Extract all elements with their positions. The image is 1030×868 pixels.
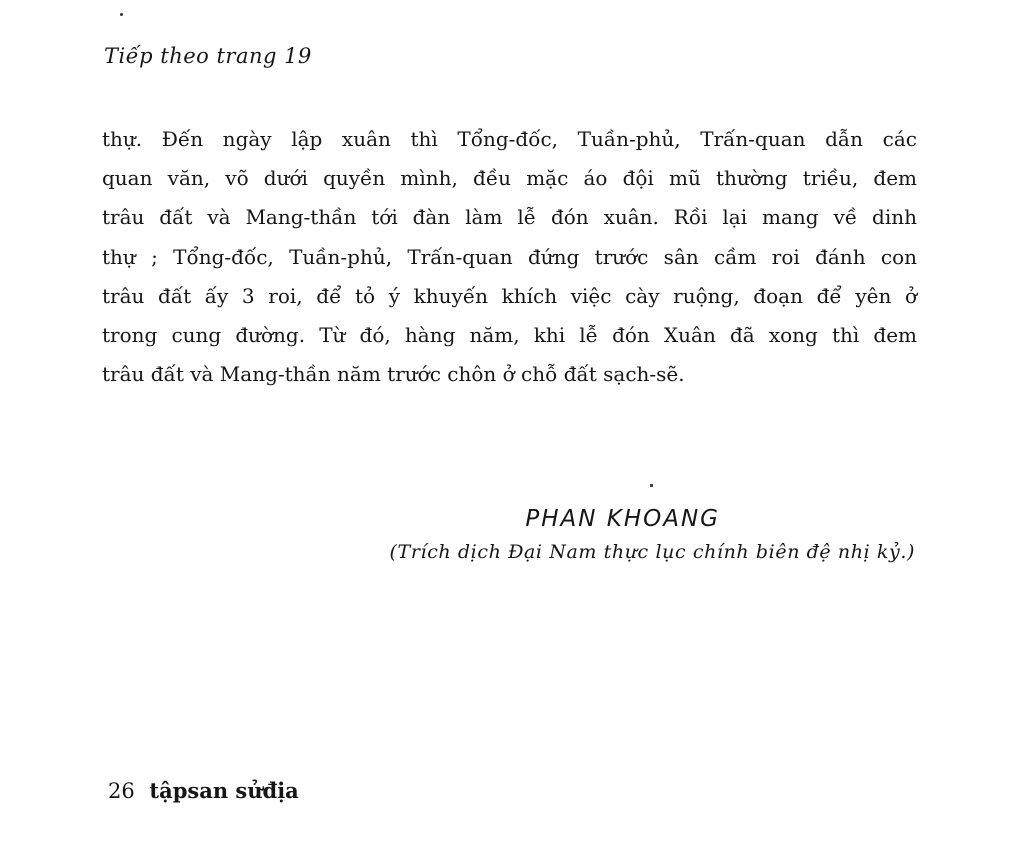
body-line: thự ; Tổng-đốc, Tuần-phủ, Trấn-quan đứng trước sân cầm roi đánh con — [102, 244, 917, 269]
page-footer — [108, 778, 299, 803]
publication-name: tậpsan sửđịa — [149, 778, 299, 803]
body-line: trâu đất và Mang-thần năm trước chôn ở chỗ đất sạch-sẽ. — [102, 362, 685, 387]
section-divider-dot — [650, 484, 653, 487]
body-line: quan văn, võ dưới quyền mình, đều mặc áo đội mũ thường triều, đem — [102, 166, 917, 191]
body-line: trong cung đường. Từ đó, hàng năm, khi lễ đón Xuân đã xong thì đem — [102, 323, 917, 348]
body-line: trâu đất ấy 3 roi, để tỏ ý khuyến khích việc cày ruộng, đoạn để yên ở — [102, 283, 917, 308]
continued-from-note: Tiếp theo trang 19 — [104, 44, 312, 68]
article-body — [102, 120, 917, 394]
body-line: trâu đất và Mang-thần tới đàn làm lễ đón xuân. Rồi lại mang về dinh — [102, 205, 917, 230]
body-line: thự. Đến ngày lập xuân thì Tổng-đốc, Tuần-phủ, Trấn-quan dẫn các — [102, 127, 917, 151]
source-citation: (Trích dịch Đại Nam thực lục chính biên đệ nhị kỷ.) — [389, 541, 915, 563]
scan-speck — [120, 13, 123, 16]
author-name: PHAN KHOANG — [525, 506, 720, 532]
page-number: 26 — [108, 779, 135, 803]
